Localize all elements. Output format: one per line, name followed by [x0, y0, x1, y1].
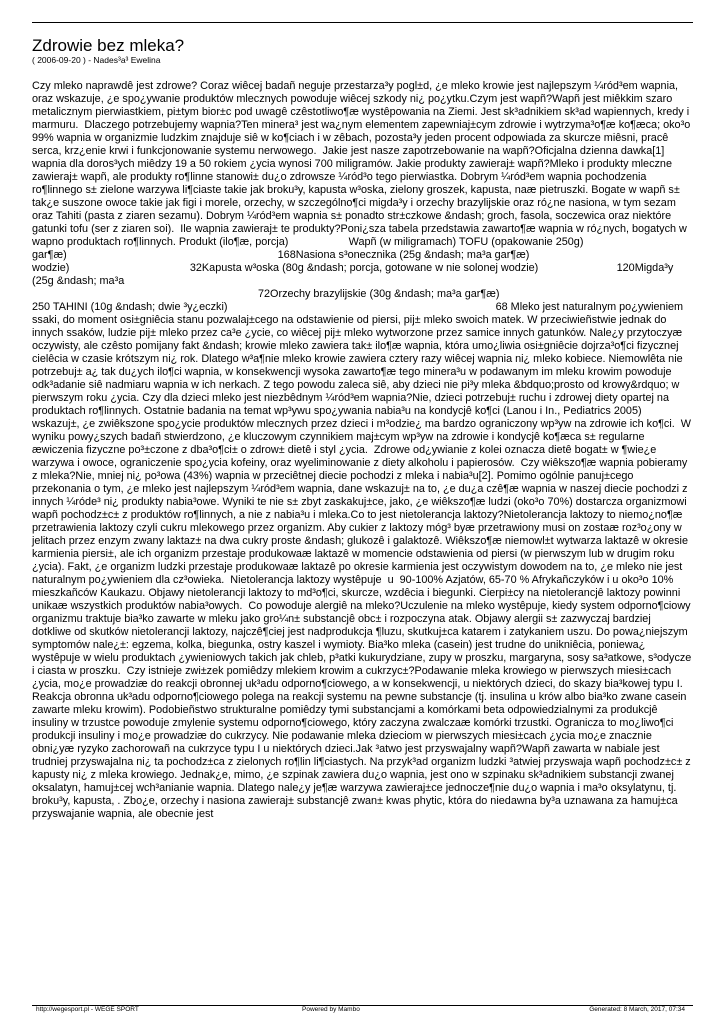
article-meta: ( 2006-09-20 ) - Nades³a³ Ewelina [32, 55, 161, 65]
article-title: Zdrowie bez mleka? [32, 36, 185, 55]
footer-site: http://wegesport.pl - WEGE SPORT [36, 1006, 139, 1013]
page-footer [32, 1006, 693, 1016]
footer-generated: Generated: 8 March, 2017, 07:34 [589, 1006, 685, 1013]
footer-powered: Powered by Mambo [302, 1006, 360, 1013]
top-rule [32, 22, 693, 23]
article-body: Czy mleko naprawdê jest zdrowe? Coraz wiêcej badañ neguje przestarza³y pogl±d, ¿e mleko krowie jest najlepszym ¼ród³em wapnia, oraz wskazuje, ¿e spo¿ywanie produktów mlecznych powoduje wiêcej szkody ni¿ po¿ytku.Czym jest wapñ?Wapñ jest miêkkim szaro metalicznym pierwiastkiem, pi±tym bior±c pod uwagê czêstotliwo¶æ wystêpowania na Ziemi. Jest sk³adnikiem sk³ad wapiennych, kredy i marmuru. Dlaczego potrzebujemy wapnia?Ten minera³ jest wa¿nym elementem zapewniaj±cym zdrowie i wytrzyma³o¶æ ko¶æca; oko³o 99% wapnia w organizmie ludzkim znajduje siê w ko¶ciach i w zêbach, pozosta³y jeden procent odpowiada za skurcze miêsni, pracê serca, krz¿enie krwi i funkcjonowanie systemu nerwowego. Jakie jest nasze zapotrzebowanie na wapñ?Oficjalna dzienna dawka[1] wapnia dla doros³ych miêdzy 19 a 50 rokiem ¿ycia wynosi 700 miligramów. Jakie produkty zawieraj± wapñ?Mleko i produkty mleczne zawieraj± wapñ, ale produkty ro¶linne stanowi± du¿o zdrowsze ¼ród³o tego pierwiastka. Dobrym ¼ród³em wapnia pochodzenia ro¶linnego s± zielone warzywa li¶ciaste takie jak broku³y, kapusta w³oska, zielony groszek, kapusta, naæ pietruszki. Bogate w wapñ s± tak¿e suszone owoce takie jak figi i morele, orzechy, w szczególno¶ci migda³y i orzechy brazylijskie oraz ró¿ne nasiona, w tym sezam oraz Tahiti (pasta z ziaren sezamu). Dobrym ¼ród³em wapnia s± ponadto str±czkowe &ndash; groch, fasola, soczewica oraz niektóre gatunki tofu (ser z ziaren soi). Ile wapnia zawieraj± te produkty?Poni¿sza tabela przedstawia zawarto¶æ wapnia w ró¿nych, bogatych w wapno produktach ro¶linnych. Produkt (ilo¶æ, porcja) Wapñ (w miligramach) TOFU (opakowanie 250g) gar¶æ) 168Nasiona s³onecznika (25g &ndash; ma³a gar¶æ) wodzie) 32Kapusta w³oska (80g &ndash; porcja, gotowane w nie solonej wodzie) 120Migda³y (25g &ndash; ma³a 72Orzechy brazylijskie (30g &ndash; ma³a gar¶æ) 250 TAHINI (10g &ndash; dwie ³y¿eczki) 68 Mleko jest naturalnym po¿ywieniem ssaki, do moment osi±gniêcia stanu pozwalaj±cego na odstawienie od piersi, pij± mleko swoich matek. W przeciwieñstwie jednak do innych ssaków, ludzie pij± mleko przez ca³e ¿ycie, co wiêcej pij± mleko wytworzone przez samice innych gatunków. Nale¿y przytoczyæ oczywisty, ale czêsto pomijany fakt &ndash; krowie mleko zawiera tak± ilo¶æ wapnia, która umo¿liwia osi±gniêcie dojrza³o¶ci fizycznej cielêcia w czasie krótszym ni¿ rok. Dlatego w³a¶nie mleko krowie zawiera cztery razy wiêcej wapnia ni¿ mleko kobiece. Niemowlêta nie potrzebuj± a¿ tak du¿ych ilo¶ci wapnia, w konsekwencji wysoka zawarto¶æ tego minera³u w podawanym im mleku krowim powoduje odk³adanie siê nadmiaru wapnia w ich nerkach. Z tego powodu zaleca siê, aby dzieci nie pi³y mleka &bdquo;prosto od krowy&rdquo; w pierwszym roku ¿ycia. Czy dla dzieci mleko jest niezbêdnym ¼ród³em wapnia?Nie, dzieci potrzebuj± ruchu i zdrowej diety opartej na produktach ro¶linnych. Ostatnie badania na temat wp³ywu spo¿ywania nabia³u na kondycjê ko¶ci (Lanou i In., Pediatrics 2005) wskazuj±, ¿e zwiêkszone spo¿ycie produktów mlecznych przez dzieci i m³odzie¿ ma bardzo ograniczony wp³yw na zdrowie ich ko¶ci. W wyniku powy¿szych badañ stwierdzono, ¿e kluczowym czynnikiem maj±cym wp³yw na zdrowie i kondycjê ko¶æca s± regularne æwiczenia fizyczne po³±czone z dba³o¶ci± o zdrow± dietê i styl ¿ycia. Zdrowe od¿ywianie z kolei oznacza dietê bogat± w ¶wie¿e warzywa i owoce, ograniczenie spo¿ycia kofeiny, oraz wyeliminowanie z diety alkoholu i papierosów. Czy wiêkszo¶æ wapnia pobieramy z mleka?Nie, mniej ni¿ po³owa (43%) wapnia w przeciêtnej diecie pochodzi z mleka i nabia³u[2]. Pomimo ogólnie panuj±cego przekonania o tym, ¿e mleko jest najlepszym ¼ród³em wapnia, dane wskazuj± na to, ¿e du¿a czê¶æ wapnia w naszej diecie pochodzi z innych ¼róde³ ni¿ produkty nabia³owe. Wyniki te nie s± zbyt zaskakuj±ce, jako, ¿e wiêkszo¶æ ludzi (oko³o 70%) dostarcza organizmowi wapñ pochodz±c± z produktów ro¶linnych, a nie z nabia³u i mleka.Co to jest nietolerancja laktozy?Nietolerancja laktozy to niemo¿no¶æ przetrawienia laktozy czyli cukru mlekowego przez organizm. Aby cukier z laktozy móg³ byæ przetrawiony musi on zostaæ roz³o¿ony w jelitach przez enzym zwany laktaz± na dwa cukry proste &ndash; glukozê i galaktozê. Wiêkszo¶æ niemowl±t wytwarza laktazê w okresie karmienia piersi±, ale ich organizm przestaje produkowaæ laktazê w momencie odstawienia od piersi (w pierwszym lub w drugim roku ¿ycia). Fakt, ¿e organizm ludzki przestaje produkowaæ laktazê po okresie karmienia jest oczywistym dowodem na to, ¿e mleko nie jest naturalnym po¿ywieniem dla cz³owieka. Nietolerancja laktozy wystêpuje u 90-100% Azjatów, 65-70 % Afrykañczyków i u oko³o 10% mieszkañców Kaukazu. Objawy nietolerancji laktozy to md³o¶ci, skurcze, wzdêcia i biegunki. Cierpi±cy na nietolerancjê laktozy powinni unikaæ wszystkich produktów nabia³owych. Co powoduje alergiê na mleko?Uczulenie na mleko wystêpuje, kiedy system odporno¶ciowy organizmu traktuje bia³ko zawarte w mleku jako gro¼n± substancjê obc± i rozpoczyna atak. Objawy alergii s± zazwyczaj bardziej dotkliwe od skutków nietolerancji laktozy, najczê¶ciej jest nadprodukcja ¶luzu, skutkuj±ca katarem i zatykaniem uszu. Do powa¿niejszym symptomów nale¿±: egzema, kolka, biegunka, ostry kaszel i wymioty. Bia³ko mleka (casein) jest trudne do unikniêcia, poniewa¿ wystêpuje w wielu produktach ¿ywieniowych takich jak chleb, p³atki kukurydziane, zupy w proszku, margaryna, sosy sa³atkowe, s³odycze i ciasta w proszku. Czy istnieje zwi±zek pomiêdzy mlekiem krowim a cukrzyc±?Podawanie mleka krowiego w pierwszych miesi±cach ¿ycia, mo¿e prowadziæ do reakcji obronnej uk³adu odporno¶ciowego, a w konsekwencji, u niektórych dzieci, do skazy bia³kowej typu I. Reakcja obronna uk³adu odporno¶ciowego polega na reakcji systemu na pewne substancje (tj. insulina u krów albo bia³ko zwane casein zawarte mleku krowim). Podobieñstwo strukturalne pomiêdzy tymi substancjami a komórkami beta odpowiedzialnymi za produkcjê insuliny w trzustce powoduje zmylenie systemu odporno¶ciowego, który zaczyna zwalczaæ komórki trzustki. Ogranicza to mo¿liwo¶ci produkcji insuliny i mo¿e prowadziæ do cukrzycy. Nie podawanie mleka dzieciom w pierwszych miesi±cach ¿ycia mo¿e znacznie obni¿yæ ryzyko zachorowañ na cukrzyce typu I u niektórych dzieci.Jak ³atwo jest przyswajalny wapñ?Wapñ zawarta w nabiale jest trudniej przyswajalna ni¿ ta pochodz±ca z zielonych ro¶lin li¶ciastych. Na przyk³ad organizm ludzki ³atwiej przyswaja wapñ pochodz±c± z kapusty ni¿ z mleka krowiego. Jednak¿e, mimo, ¿e szpinak zawiera du¿o wapnia, jest ono w szpinaku sk³adnikiem substancji zwanej oksalatyn, hamuj±cej wch³anianie wapnia. Dlatego nale¿y je¶æ warzywa zawieraj±ce jednocze¶nie du¿o wapnia i ma³o oksylatynu, tj. broku³y, kapusta, . Zbo¿e, orzechy i nasiona zawieraj± substancjê zwan± kwas phytic, która do niedawna by³a uznawana za hamuj±ca przyswajanie wapnia, ale obecnie jest [32, 80, 692, 820]
